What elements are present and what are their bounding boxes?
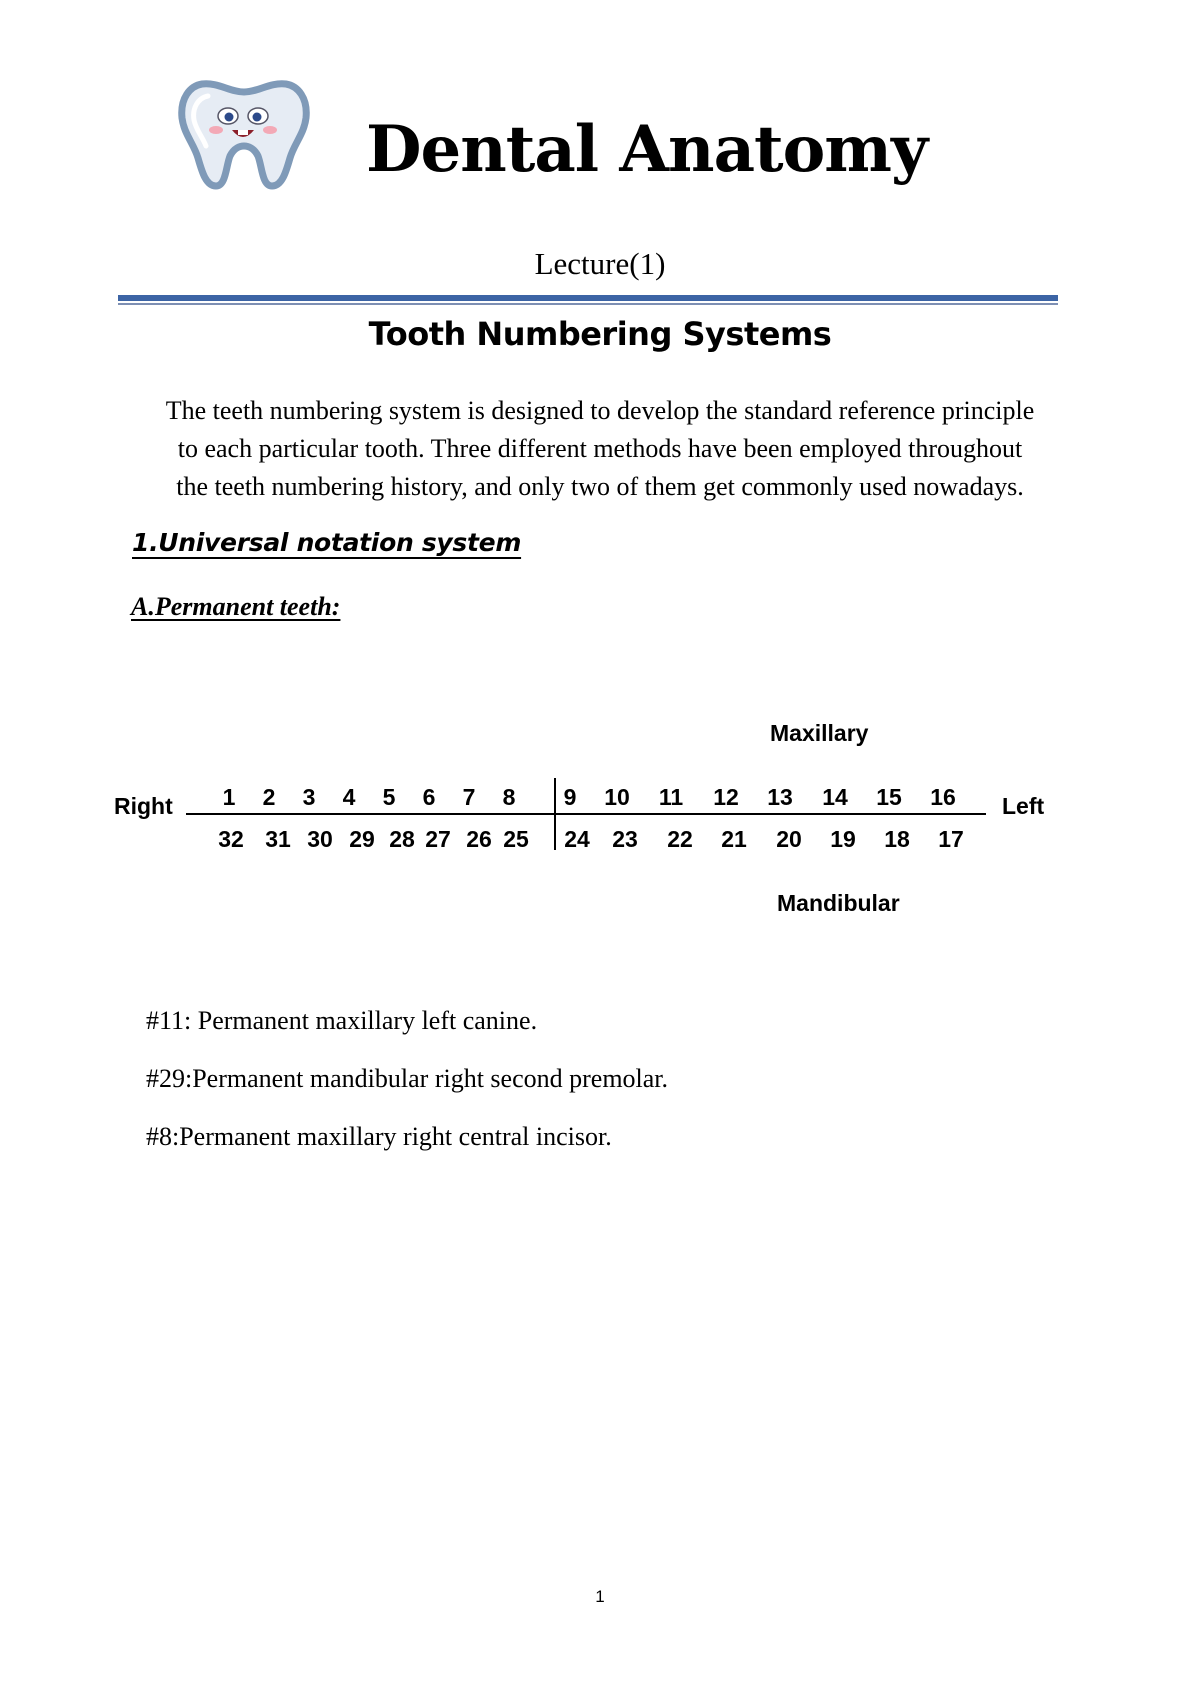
- tooth-number: 4: [342, 784, 356, 810]
- tooth-number: 3: [302, 784, 316, 810]
- tooth-number: 12: [713, 784, 739, 810]
- tooth-number: 13: [767, 784, 793, 810]
- left-side-label: Left: [1002, 793, 1045, 819]
- tooth-number: 28: [389, 826, 415, 852]
- tooth-number: 14: [822, 784, 848, 810]
- tooth-number: 22: [667, 826, 693, 852]
- intro-line: the teeth numbering history, and only two of them get commonly used nowadays.: [176, 472, 1024, 501]
- tooth-mascot-icon: [172, 74, 316, 192]
- intro-line: to each particular tooth. Three different methods have been employed throughout: [177, 434, 1023, 463]
- tooth-number: 7: [462, 784, 476, 810]
- tooth-number: 32: [218, 826, 244, 852]
- tooth-number: 23: [612, 826, 638, 852]
- tooth-number: 15: [876, 784, 902, 810]
- document-title: Dental Anatomy: [366, 112, 928, 187]
- tooth-number: 2: [262, 784, 276, 810]
- tooth-number: 25: [503, 826, 529, 852]
- example-item: #8:Permanent maxillary right central incisor.: [146, 1122, 612, 1151]
- permanent-teeth-subheading: A.Permanent teeth:: [131, 592, 341, 621]
- intro-paragraph: [110, 392, 1090, 506]
- tooth-examples-list: [146, 1008, 668, 1182]
- tooth-number: 16: [930, 784, 956, 810]
- tooth-number: 17: [938, 826, 964, 852]
- lecture-label: Lecture(1): [534, 246, 666, 281]
- tooth-number: 24: [564, 826, 590, 852]
- mandibular-label: Mandibular: [777, 890, 900, 916]
- tooth-number: 29: [349, 826, 375, 852]
- tooth-number: 30: [307, 826, 333, 852]
- right-side-label: Right: [114, 793, 173, 819]
- page-number: 1: [595, 1587, 605, 1606]
- midline-divider-vertical: [554, 778, 556, 850]
- example-item: #29:Permanent mandibular right second premolar.: [146, 1064, 669, 1093]
- universal-system-heading: 1.Universal notation system: [132, 528, 522, 557]
- tooth-number: 20: [776, 826, 802, 852]
- tooth-number: 10: [604, 784, 630, 810]
- tooth-number: 11: [658, 784, 684, 810]
- section-heading: Tooth Numbering Systems: [368, 315, 832, 353]
- tooth-number: 18: [884, 826, 910, 852]
- tooth-number: 21: [721, 826, 747, 852]
- title-divider: [118, 295, 1058, 305]
- tooth-number: 27: [425, 826, 451, 852]
- tooth-number: 26: [466, 826, 492, 852]
- intro-line: The teeth numbering system is designed to develop the standard reference principle: [165, 396, 1035, 425]
- tooth-number: 31: [265, 826, 291, 852]
- tooth-number: 5: [382, 784, 396, 810]
- arch-divider-horizontal: [186, 813, 986, 815]
- tooth-number: 19: [830, 826, 856, 852]
- example-item: #11: Permanent maxillary left canine.: [146, 1006, 538, 1035]
- tooth-number: 1: [222, 784, 236, 810]
- tooth-number: 8: [502, 784, 516, 810]
- tooth-number: 9: [563, 784, 577, 810]
- tooth-number: 6: [422, 784, 436, 810]
- maxillary-label: Maxillary: [770, 720, 869, 746]
